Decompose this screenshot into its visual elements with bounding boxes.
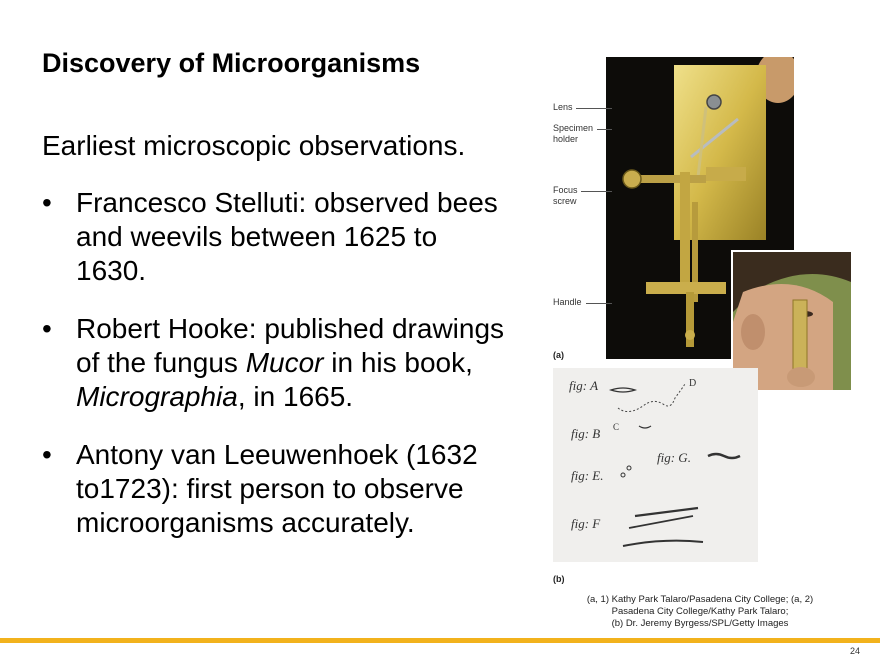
drawing-label-c: C: [613, 422, 620, 432]
callout-handle-line: [586, 303, 612, 304]
bullet-text: Francesco Stelluti: observed bees and weevils between 1625 to 1630.: [76, 187, 498, 286]
leeuwenhoek-drawing: [553, 368, 758, 562]
drawing-label-f: fig: F: [571, 516, 601, 531]
page-number: 24: [849, 646, 860, 656]
callout-lens: [553, 102, 573, 113]
bullet-marker: •: [42, 187, 52, 218]
bullet-list: [42, 186, 512, 564]
bullet-text: Antony van Leeuwenhoek (1632 to1723): first person to observe microorganisms accurately.: [76, 439, 478, 538]
callout-focus-text-1: Focus: [553, 185, 578, 195]
callout-specimen-line: [597, 129, 612, 130]
callout-focus-screw: [553, 185, 578, 207]
credit-line-3: (b) Dr. Jeremy Byrgess/SPL/Getty Images: [611, 618, 789, 629]
callout-lens-text: Lens: [553, 102, 573, 112]
drawing-label-g: fig: G.: [657, 450, 691, 465]
callout-specimen-text-1: Specimen: [553, 123, 594, 133]
drawing-label-e: fig: E.: [571, 468, 604, 483]
callout-focus-line: [581, 191, 612, 192]
figure-label-a: (a): [553, 350, 564, 360]
callout-specimen-holder: [553, 123, 593, 145]
credit-line-2: Pasadena City College/Kathy Park Talaro;: [611, 606, 789, 617]
image-credit: [560, 594, 840, 630]
bullet-marker: •: [42, 439, 52, 470]
drawing-label-b: fig: B: [571, 426, 601, 441]
slide-title: Discovery of Microorganisms: [42, 48, 421, 78]
footer-accent-rule: [0, 638, 880, 643]
bullet-stelluti: [42, 186, 512, 288]
callout-handle-text: Handle: [553, 297, 582, 307]
bullet-marker: •: [42, 313, 52, 344]
callout-lens-line: [576, 108, 612, 109]
drawing-label-a: fig: A: [569, 378, 599, 393]
intro-text: Earliest microscopic observations.: [42, 130, 466, 161]
bullet-hooke: [42, 312, 512, 414]
bullet-text-end: , in 1665.: [237, 381, 354, 412]
callout-handle: [553, 297, 582, 308]
credit-line-1: (a, 1) Kathy Park Talaro/Pasadena City College; (a, 2): [586, 594, 814, 605]
figure-label-b: (b): [553, 574, 565, 584]
drawing-label-d: D: [689, 378, 697, 389]
micrographia-italic: Micrographia: [76, 381, 238, 412]
mucor-italic: Mucor: [245, 347, 324, 378]
bullet-text: Robert Hooke: published drawings of the fungus: [76, 313, 505, 378]
bullet-text-cont: in his book,: [323, 347, 473, 378]
bullet-leeuwenhoek: [42, 438, 512, 540]
callout-specimen-text-2: holder: [553, 134, 579, 144]
callout-focus-text-2: screw: [553, 196, 577, 206]
